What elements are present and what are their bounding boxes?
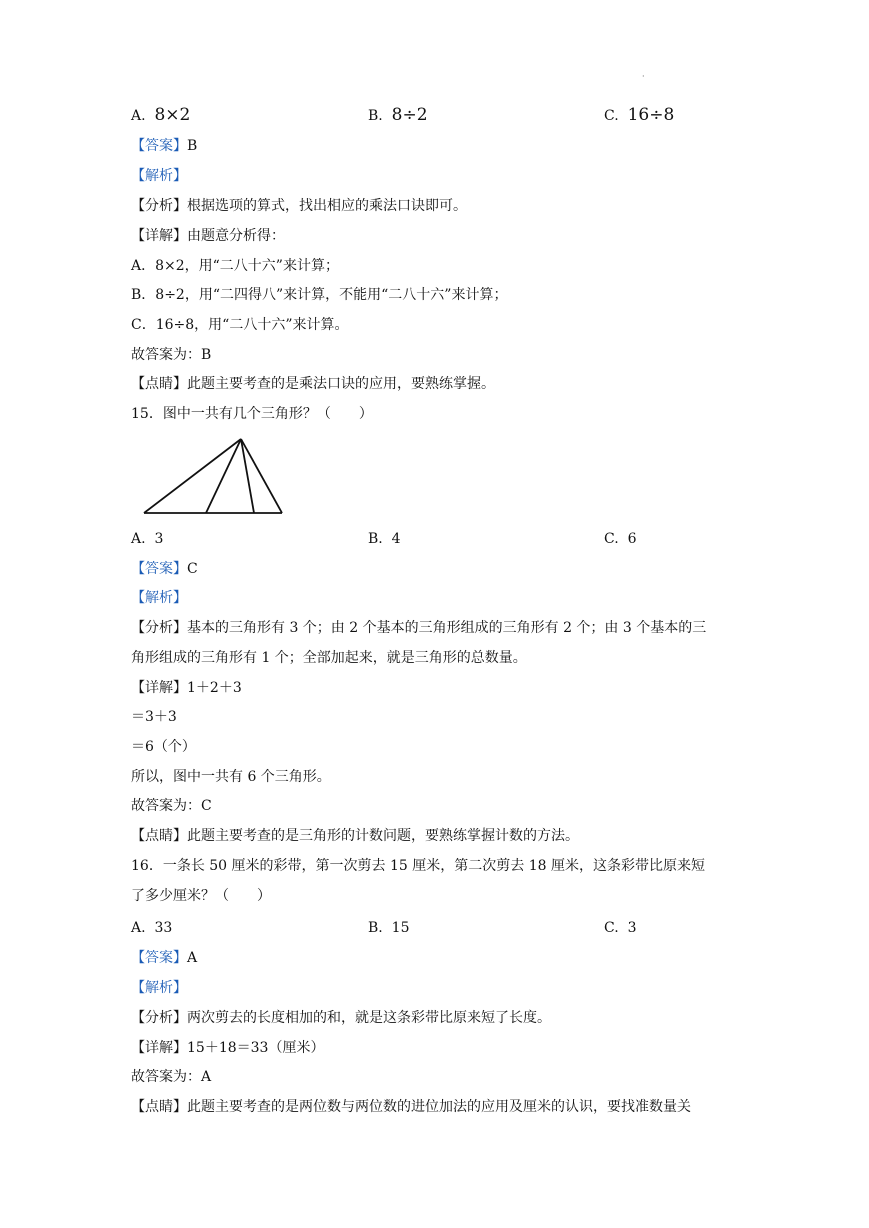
q15-step-2: ＝6（个）: [131, 739, 196, 755]
q15-stem: 15．图中一共有几个三角形？（ ）: [131, 406, 373, 422]
q15-summary: 所以，图中一共有 6 个三角形。: [131, 769, 331, 785]
q15-jiexi: 【解析】: [131, 590, 187, 606]
q15-step-1: ＝3＋3: [131, 709, 177, 725]
q16-option-b[interactable]: B. 15: [368, 920, 410, 936]
q14-option-b[interactable]: B. 8÷2: [368, 105, 428, 125]
q16-stem-2: 了多少厘米？（ ）: [131, 888, 271, 904]
q14-option-a[interactable]: A. 8×2: [131, 105, 191, 125]
q15-answer: 【答案】C: [131, 561, 198, 577]
q15-detail: 【详解】1＋2＋3: [131, 680, 242, 696]
q16-comment: 【点睛】此题主要考查的是两位数与两位数的进位加法的应用及厘米的认识，要找准数量关: [131, 1099, 691, 1115]
q14-line-a: A．8×2，用“二八十六”来计算；: [131, 258, 339, 274]
q16-detail: 【详解】15＋18＝33（厘米）: [131, 1040, 325, 1056]
q15-option-b[interactable]: B. 4: [368, 531, 401, 547]
q15-analysis-2: 角形组成的三角形有 1 个；全部加起来，就是三角形的总数量。: [131, 650, 527, 666]
q15-option-a[interactable]: A. 3: [131, 531, 164, 547]
q14-analysis: 【分析】根据选项的算式，找出相应的乘法口诀即可。: [131, 198, 467, 214]
q15-analysis-1: 【分析】基本的三角形有 3 个；由 2 个基本的三角形组成的三角形有 2 个；由 3 个基本的三: [131, 620, 707, 636]
q16-option-a[interactable]: A. 33: [131, 920, 173, 936]
q14-option-c[interactable]: C. 16÷8: [604, 105, 675, 125]
q14-line-b: B．8÷2，用“二四得八”来计算，不能用“二八十六”来计算；: [131, 287, 508, 303]
q14-line-c: C．16÷8，用“二八十六”来计算。: [131, 317, 349, 333]
q14-detail: 【详解】由题意分析得：: [131, 228, 285, 244]
q16-conclusion: 故答案为：A: [131, 1069, 212, 1085]
q14-jiexi: 【解析】: [131, 168, 187, 184]
q14-conclusion: 故答案为：B: [131, 347, 212, 363]
q14-comment: 【点睛】此题主要考查的是乘法口诀的应用，要熟练掌握。: [131, 376, 495, 392]
q16-answer: 【答案】A: [131, 950, 198, 966]
q15-conclusion: 故答案为：C: [131, 798, 212, 814]
q16-stem-1: 16．一条长 50 厘米的彩带，第一次剪去 15 厘米，第二次剪去 18 厘米，这条彩带比原来短: [131, 858, 705, 874]
q15-option-c[interactable]: C. 6: [604, 531, 637, 547]
top-mark: ·: [642, 72, 645, 81]
q15-comment: 【点睛】此题主要考查的是三角形的计数问题，要熟练掌握计数的方法。: [131, 828, 579, 844]
q16-jiexi: 【解析】: [131, 980, 187, 996]
q16-option-c[interactable]: C. 3: [604, 920, 637, 936]
q16-analysis: 【分析】两次剪去的长度相加的和，就是这条彩带比原来短了长度。: [131, 1010, 551, 1026]
q14-answer: 【答案】B: [131, 138, 198, 154]
triangle-figure: [140, 435, 290, 519]
